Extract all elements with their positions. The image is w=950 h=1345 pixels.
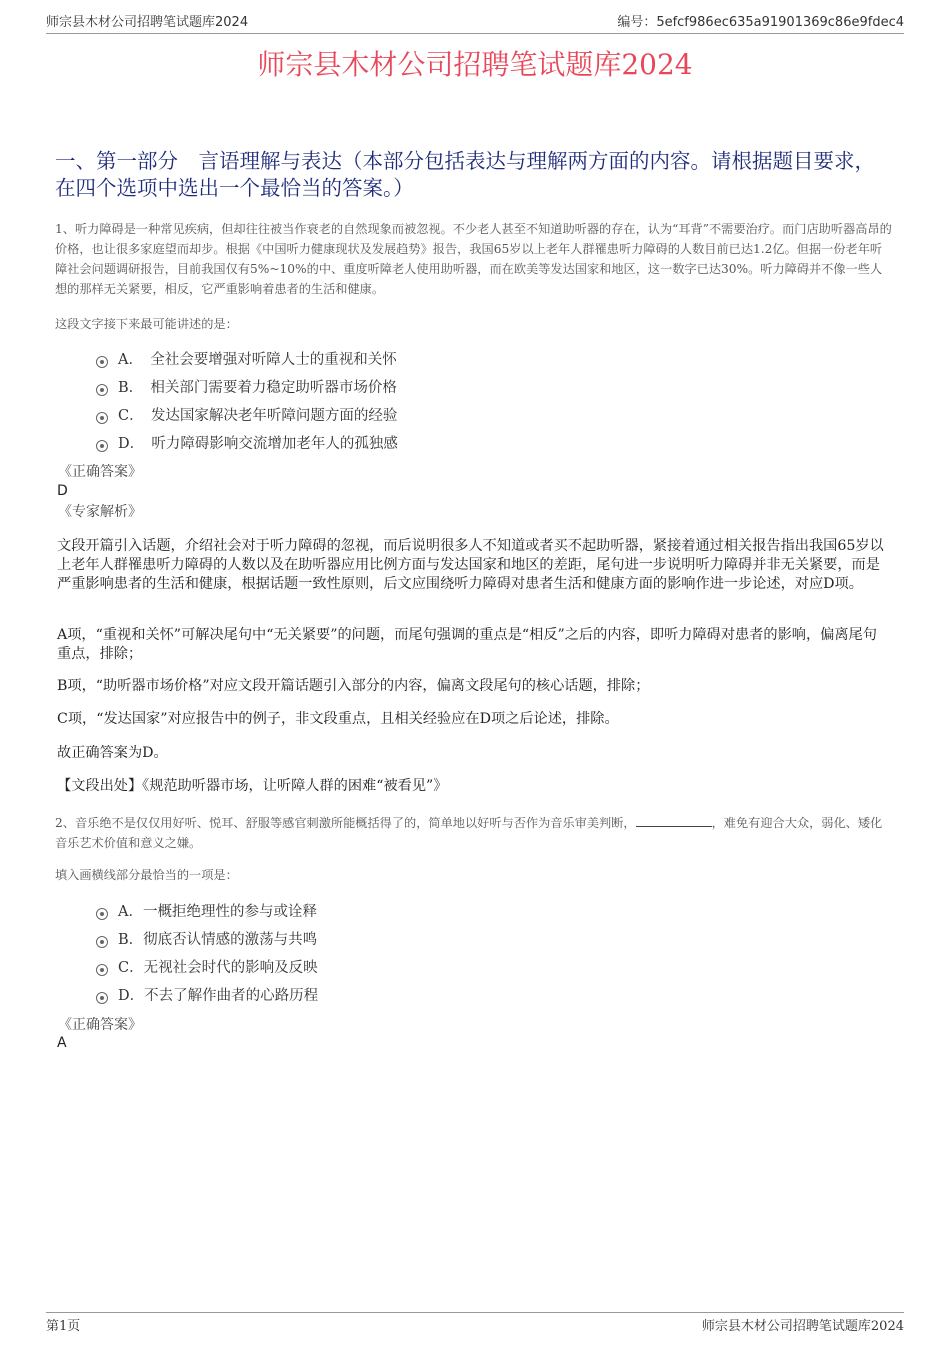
- q2-answer: A: [57, 1035, 67, 1051]
- q1-stem: 1、听力障碍是一种常见疾病，但却往往被当作衰老的自然现象而被忽视。不少老人甚至不知道助听器的存在，认为“耳背”不需要治疗。而门店助听器高昂的价格，也让很多家庭望而却步。根据《中国听力健康现状及发展趋势》报告，我国65岁以上老年人群罹患听力障碍的人数目前已达1.2亿。但据一份老年听障社会问题调研报告，目前我国仅有5%~10%的中、重度听障老人使用助听器，而在欧美等发达国家和地区，这一数字已达30%。听力障碍并不像一些人想的那样无关紧要，相反，它严重影响着患者的生活和健康。: [55, 222, 892, 296]
- header-title: 师宗县木材公司招聘笔试题库2024: [46, 15, 249, 30]
- q1-analysis-p2: A项，“重视和关怀”可解决尾句中“无关紧要”的问题，而尾句强调的重点是“相反”之后的内容，即听力障碍对患者的影响，偏离尾句重点，排除；: [57, 627, 877, 662]
- radio-icon[interactable]: [96, 964, 108, 976]
- q1-analysis-label: 《专家解析》: [58, 504, 142, 520]
- page-title: 师宗县木材公司招聘笔试题库2024: [257, 48, 693, 81]
- section-heading: 一、第一部分 言语理解与表达（本部分包括表达与理解两方面的内容。请根据题目要求，在四个选项中选出一个最恰当的答案。）: [55, 149, 875, 200]
- q2-prompt: 填入画横线部分最恰当的一项是：: [55, 868, 238, 882]
- fill-blank: [636, 814, 712, 827]
- q2-stem: 2、音乐绝不是仅仅用好听、悦耳、舒服等感官刺激所能概括得了的，简单地以好听与否作为音乐审美判断， ，难免有迎合大众，弱化、矮化音乐艺术价值和意义之嫌。: [55, 816, 883, 850]
- q2-answer-label: 《正确答案》: [58, 1017, 142, 1033]
- q1-source: 【文段出处】《规范助听器市场，让听障人群的困难“被看见”》: [57, 778, 448, 794]
- radio-icon[interactable]: [96, 936, 108, 948]
- radio-icon[interactable]: [96, 992, 108, 1004]
- q1-analysis-p4: C项，“发达国家”对应报告中的例子，非文段重点，且相关经验应在D项之后论述，排除。: [57, 711, 619, 727]
- page-number: 第1页: [46, 1319, 81, 1334]
- radio-icon[interactable]: [96, 908, 108, 920]
- q1-analysis-p1: 文段开篇引入话题，介绍社会对于听力障碍的忽视，而后说明很多人不知道或者买不起助听器，紧接着通过相关报告指出我国65岁以上老年人群罹患听力障碍的人数以及在助听器应用比例方面与发达国家和地区的差距，尾句进一步说明听力障碍并非无关紧要，而是严重影响患者的生活和健康，根据话题一致性原则，后文应围绕听力障碍对患者生活和健康方面的影响作进一步论述，对应D项。: [57, 538, 884, 592]
- footer-title: 师宗县木材公司招聘笔试题库2024: [701, 1319, 904, 1334]
- q1-analysis-p5: 故正确答案为D。: [57, 745, 168, 761]
- q1-answer: D: [57, 483, 68, 499]
- radio-icon[interactable]: [96, 384, 108, 396]
- q1-prompt: 这段文字接下来最可能讲述的是：: [55, 317, 238, 331]
- page-header: [46, 14, 904, 34]
- radio-icon[interactable]: [96, 356, 108, 368]
- page-footer: [46, 1312, 904, 1337]
- q1-analysis-p3: B项，“助听器市场价格”对应文段开篇话题引入部分的内容，偏离文段尾句的核心话题，排除；: [57, 678, 650, 694]
- radio-icon[interactable]: [96, 412, 108, 424]
- q1-answer-label: 《正确答案》: [58, 464, 142, 480]
- radio-icon[interactable]: [96, 440, 108, 452]
- header-doc-id: 编号：5efcf986ec635a91901369c86e9fdec4: [617, 15, 904, 30]
